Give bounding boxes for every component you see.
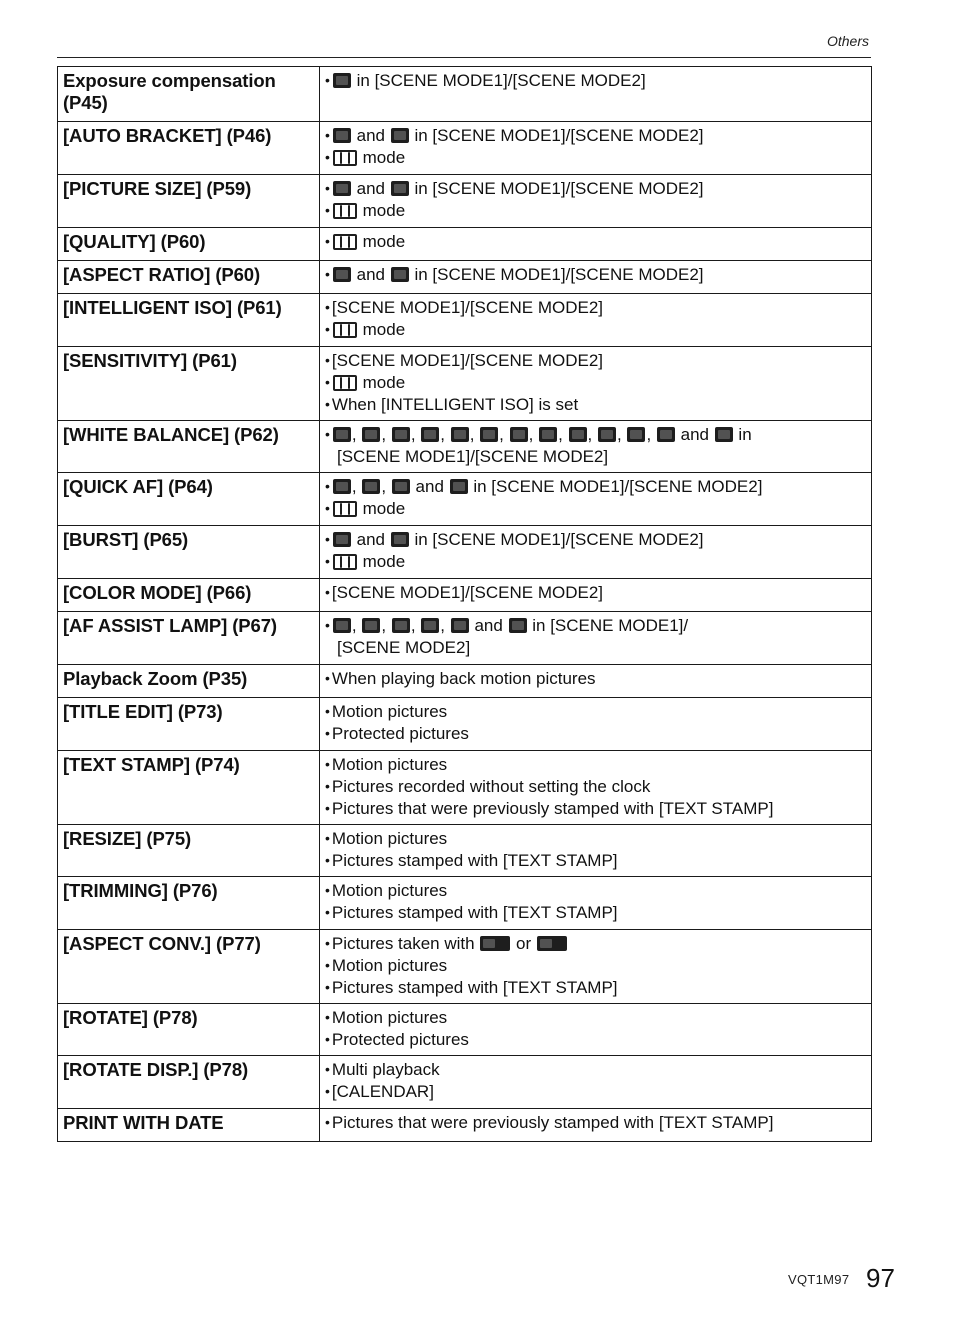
condition-text: [SCENE MODE1]/[SCENE MODE2] [337, 447, 609, 466]
table-body [58, 67, 872, 1142]
restriction-table [57, 66, 872, 1142]
condition-text: , [587, 425, 597, 444]
condition-list [320, 261, 872, 294]
condition-text: , [469, 425, 480, 444]
condition-text: and [469, 616, 508, 635]
bullet: • [325, 1031, 330, 1047]
condition-text: , [381, 477, 391, 496]
table-row [58, 228, 872, 261]
condition-item [325, 297, 867, 319]
scene-icon [569, 427, 587, 442]
bullet: • [325, 233, 330, 249]
condition-text: When [INTELLIGENT ISO] is set [331, 395, 579, 414]
feature-name: [RESIZE] (P75) [58, 825, 320, 877]
condition-text: When playing back motion pictures [331, 669, 596, 688]
bullet: • [325, 1061, 330, 1077]
table-row [58, 930, 872, 1004]
table-row [58, 579, 872, 612]
condition-item [325, 319, 867, 341]
condition-text: Pictures recorded without setting the clock [331, 777, 651, 796]
condition-text: or [511, 934, 536, 953]
feature-name: [ROTATE DISP.] (P78) [58, 1056, 320, 1109]
bullet: • [325, 396, 330, 412]
condition-text: [SCENE MODE1]/[SCENE MODE2] [331, 351, 604, 370]
scene-icon [333, 427, 351, 442]
condition-item [325, 828, 867, 850]
condition-text: mode [357, 148, 406, 167]
scene-icon [392, 618, 410, 633]
condition-text: Motion pictures [331, 829, 448, 848]
condition-item [325, 754, 867, 776]
bullet: • [325, 180, 330, 196]
condition-text: and [351, 179, 390, 198]
condition-text: [SCENE MODE1]/[SCENE MODE2] [331, 583, 604, 602]
scene-icon [509, 618, 527, 633]
condition-list [320, 930, 872, 1004]
bullet: • [325, 882, 330, 898]
table-row [58, 1056, 872, 1109]
condition-list [320, 347, 872, 421]
bullet: • [325, 426, 330, 442]
header-rule [57, 57, 871, 58]
condition-list [320, 751, 872, 825]
condition-text: and [675, 425, 714, 444]
condition-item [325, 498, 867, 520]
condition-text: and [351, 530, 390, 549]
condition-text: , [381, 616, 391, 635]
condition-item [325, 350, 867, 372]
scene-icon [451, 618, 469, 633]
condition-text: and [410, 477, 449, 496]
bullet: • [325, 1009, 330, 1025]
feature-name: [QUALITY] (P60) [58, 228, 320, 261]
condition-item [325, 933, 867, 955]
condition-list [320, 67, 872, 122]
condition-text: [SCENE MODE2] [337, 638, 471, 657]
motion-picture-icon [333, 501, 357, 517]
scene-icon [450, 479, 468, 494]
condition-text: in [733, 425, 752, 444]
condition-text: in [SCENE MODE1]/[SCENE MODE2] [409, 179, 704, 198]
condition-text: Pictures that were previously stamped with [TEXT STAMP] [331, 799, 774, 818]
feature-name: [PICTURE SIZE] (P59) [58, 175, 320, 228]
condition-item [325, 446, 867, 467]
table-row [58, 175, 872, 228]
condition-text: mode [357, 499, 406, 518]
condition-list [320, 421, 872, 473]
bullet: • [325, 830, 330, 846]
condition-text: mode [357, 373, 406, 392]
feature-name: [QUICK AF] (P64) [58, 473, 320, 526]
feature-name: Playback Zoom (P35) [58, 665, 320, 698]
bullet: • [325, 957, 330, 973]
condition-item [325, 902, 867, 924]
condition-text: mode [357, 201, 406, 220]
condition-text: , [381, 425, 391, 444]
condition-item [325, 1112, 867, 1134]
condition-item [325, 582, 867, 604]
scene-icon [480, 427, 498, 442]
condition-item [325, 615, 867, 637]
condition-text: Motion pictures [331, 702, 448, 721]
feature-name: [BURST] (P65) [58, 526, 320, 579]
feature-name: [WHITE BALANCE] (P62) [58, 421, 320, 473]
bullet: • [325, 725, 330, 741]
condition-list [320, 175, 872, 228]
condition-item [325, 231, 867, 253]
condition-item [325, 147, 867, 169]
scene-icon [333, 618, 351, 633]
condition-list [320, 579, 872, 612]
condition-list [320, 228, 872, 261]
scene-icon [333, 73, 351, 88]
condition-text: , [499, 425, 509, 444]
condition-list [320, 825, 872, 877]
motion-picture-icon [333, 322, 357, 338]
motion-picture-icon [333, 203, 357, 219]
condition-text: , [410, 425, 421, 444]
table-row [58, 421, 872, 473]
bullet: • [325, 852, 330, 868]
condition-item [325, 955, 867, 977]
bullet: • [325, 299, 330, 315]
condition-item [325, 1007, 867, 1029]
table-row [58, 665, 872, 698]
motion-picture-icon [333, 554, 357, 570]
feature-name: [ROTATE] (P78) [58, 1004, 320, 1056]
aspect-4-3-icon [537, 936, 567, 951]
condition-text: Pictures stamped with [TEXT STAMP] [331, 903, 618, 922]
condition-item [325, 394, 867, 416]
condition-text: in [SCENE MODE1]/[SCENE MODE2] [409, 126, 704, 145]
table-row [58, 698, 872, 751]
condition-item [325, 1029, 867, 1051]
bullet: • [325, 321, 330, 337]
condition-list [320, 698, 872, 751]
table-row [58, 122, 872, 175]
feature-name: Exposure compensation (P45) [58, 67, 320, 122]
scene-icon [539, 427, 557, 442]
condition-item [325, 880, 867, 902]
condition-text: , [558, 425, 568, 444]
condition-item [325, 1059, 867, 1081]
condition-list [320, 1004, 872, 1056]
condition-text: , [351, 425, 362, 444]
condition-text: in [SCENE MODE1]/[SCENE MODE2] [351, 71, 646, 90]
condition-text: Motion pictures [331, 1008, 448, 1027]
bullet: • [325, 778, 330, 794]
condition-text: Motion pictures [331, 881, 448, 900]
condition-item [325, 125, 867, 147]
table-row [58, 877, 872, 930]
condition-item [325, 200, 867, 222]
condition-item [325, 529, 867, 551]
table-row [58, 347, 872, 421]
condition-text: , [646, 425, 656, 444]
scene-icon [627, 427, 645, 442]
bullet: • [325, 1083, 330, 1099]
condition-item [325, 701, 867, 723]
bullet: • [325, 670, 330, 686]
condition-text: mode [357, 320, 406, 339]
condition-list [320, 877, 872, 930]
condition-item [325, 178, 867, 200]
scene-icon [715, 427, 733, 442]
scene-icon [598, 427, 616, 442]
bullet: • [325, 617, 330, 633]
condition-text: , [410, 616, 421, 635]
section-label: Others [826, 33, 869, 49]
feature-name: [TEXT STAMP] (P74) [58, 751, 320, 825]
scene-icon [451, 427, 469, 442]
table-row [58, 751, 872, 825]
feature-name: [COLOR MODE] (P66) [58, 579, 320, 612]
motion-picture-icon [333, 375, 357, 391]
feature-name: [TRIMMING] (P76) [58, 877, 320, 930]
bullet: • [325, 531, 330, 547]
condition-text: , [440, 425, 450, 444]
condition-text: Protected pictures [331, 724, 469, 743]
condition-text: in [SCENE MODE1]/[SCENE MODE2] [409, 530, 704, 549]
scene-icon [391, 181, 409, 196]
table-row [58, 473, 872, 526]
feature-name: [ASPECT RATIO] (P60) [58, 261, 320, 294]
condition-item [325, 723, 867, 745]
bullet: • [325, 979, 330, 995]
scene-icon [333, 128, 351, 143]
scene-icon [362, 618, 380, 633]
condition-item [325, 776, 867, 798]
bullet: • [325, 478, 330, 494]
condition-text: , [351, 616, 362, 635]
condition-item [325, 551, 867, 573]
condition-text: [CALENDAR] [331, 1082, 434, 1101]
bullet: • [325, 584, 330, 600]
condition-text: , [616, 425, 627, 444]
bullet: • [325, 72, 330, 88]
table-row [58, 261, 872, 294]
table-row [58, 526, 872, 579]
condition-text: Motion pictures [331, 755, 448, 774]
condition-text: Pictures stamped with [TEXT STAMP] [331, 978, 618, 997]
condition-text: mode [357, 232, 406, 251]
condition-text: in [SCENE MODE1]/[SCENE MODE2] [468, 477, 763, 496]
condition-item [325, 668, 867, 690]
feature-name: [TITLE EDIT] (P73) [58, 698, 320, 751]
scene-icon [333, 479, 351, 494]
bullet: • [325, 553, 330, 569]
condition-list [320, 612, 872, 665]
condition-item [325, 70, 867, 92]
scene-icon [391, 128, 409, 143]
condition-text: Multi playback [331, 1060, 440, 1079]
table-row [58, 825, 872, 877]
bullet: • [325, 756, 330, 772]
condition-text: Motion pictures [331, 956, 448, 975]
bullet: • [325, 149, 330, 165]
table-row [58, 1004, 872, 1056]
bullet: • [325, 703, 330, 719]
table-row [58, 294, 872, 347]
condition-text: mode [357, 552, 406, 571]
scene-icon [510, 427, 528, 442]
condition-list [320, 122, 872, 175]
condition-list [320, 473, 872, 526]
condition-item [325, 1081, 867, 1103]
condition-text: Protected pictures [331, 1030, 469, 1049]
condition-item [325, 264, 867, 286]
scene-icon [333, 181, 351, 196]
scene-icon [392, 479, 410, 494]
page-number: 97 [866, 1263, 895, 1293]
condition-list [320, 526, 872, 579]
feature-name: [SENSITIVITY] (P61) [58, 347, 320, 421]
bullet: • [325, 202, 330, 218]
bullet: • [325, 127, 330, 143]
scene-icon [391, 532, 409, 547]
condition-text: , [528, 425, 539, 444]
condition-item [325, 850, 867, 872]
motion-picture-icon [333, 234, 357, 250]
table-row [58, 612, 872, 665]
condition-text: , [440, 616, 450, 635]
document-code: VQT1M97 [788, 1272, 850, 1287]
condition-text: and [351, 126, 390, 145]
bullet: • [325, 374, 330, 390]
feature-name: [AUTO BRACKET] (P46) [58, 122, 320, 175]
condition-text: Pictures stamped with [TEXT STAMP] [331, 851, 618, 870]
scene-icon [421, 427, 439, 442]
condition-text: in [SCENE MODE1]/ [527, 616, 689, 635]
feature-name: [INTELLIGENT ISO] (P61) [58, 294, 320, 347]
condition-list [320, 294, 872, 347]
scene-icon [362, 427, 380, 442]
condition-item [325, 476, 867, 498]
feature-name: [AF ASSIST LAMP] (P67) [58, 612, 320, 665]
table-row [58, 1109, 872, 1142]
bullet: • [325, 500, 330, 516]
motion-picture-icon [333, 150, 357, 166]
aspect-3-2-icon [480, 936, 510, 951]
condition-item [325, 424, 867, 446]
bullet: • [325, 904, 330, 920]
scene-icon [333, 532, 351, 547]
condition-text: in [SCENE MODE1]/[SCENE MODE2] [409, 265, 704, 284]
bullet: • [325, 266, 330, 282]
condition-list [320, 1109, 872, 1142]
condition-text: and [351, 265, 390, 284]
condition-text: , [351, 477, 362, 496]
condition-list [320, 665, 872, 698]
condition-item [325, 798, 867, 820]
condition-item [325, 977, 867, 999]
scene-icon [657, 427, 675, 442]
scene-icon [362, 479, 380, 494]
scene-icon [333, 267, 351, 282]
scene-icon [391, 267, 409, 282]
condition-item [325, 637, 867, 658]
condition-item [325, 372, 867, 394]
scene-icon [421, 618, 439, 633]
bullet: • [325, 1114, 330, 1130]
feature-name: PRINT WITH DATE [58, 1109, 320, 1142]
table-row [58, 67, 872, 122]
condition-text: Pictures that were previously stamped with [TEXT STAMP] [331, 1113, 774, 1132]
condition-text: Pictures taken with [331, 934, 480, 953]
condition-text: [SCENE MODE1]/[SCENE MODE2] [331, 298, 604, 317]
condition-list [320, 1056, 872, 1109]
feature-name: [ASPECT CONV.] (P77) [58, 930, 320, 1004]
bullet: • [325, 935, 330, 951]
scene-icon [392, 427, 410, 442]
bullet: • [325, 800, 330, 816]
bullet: • [325, 352, 330, 368]
